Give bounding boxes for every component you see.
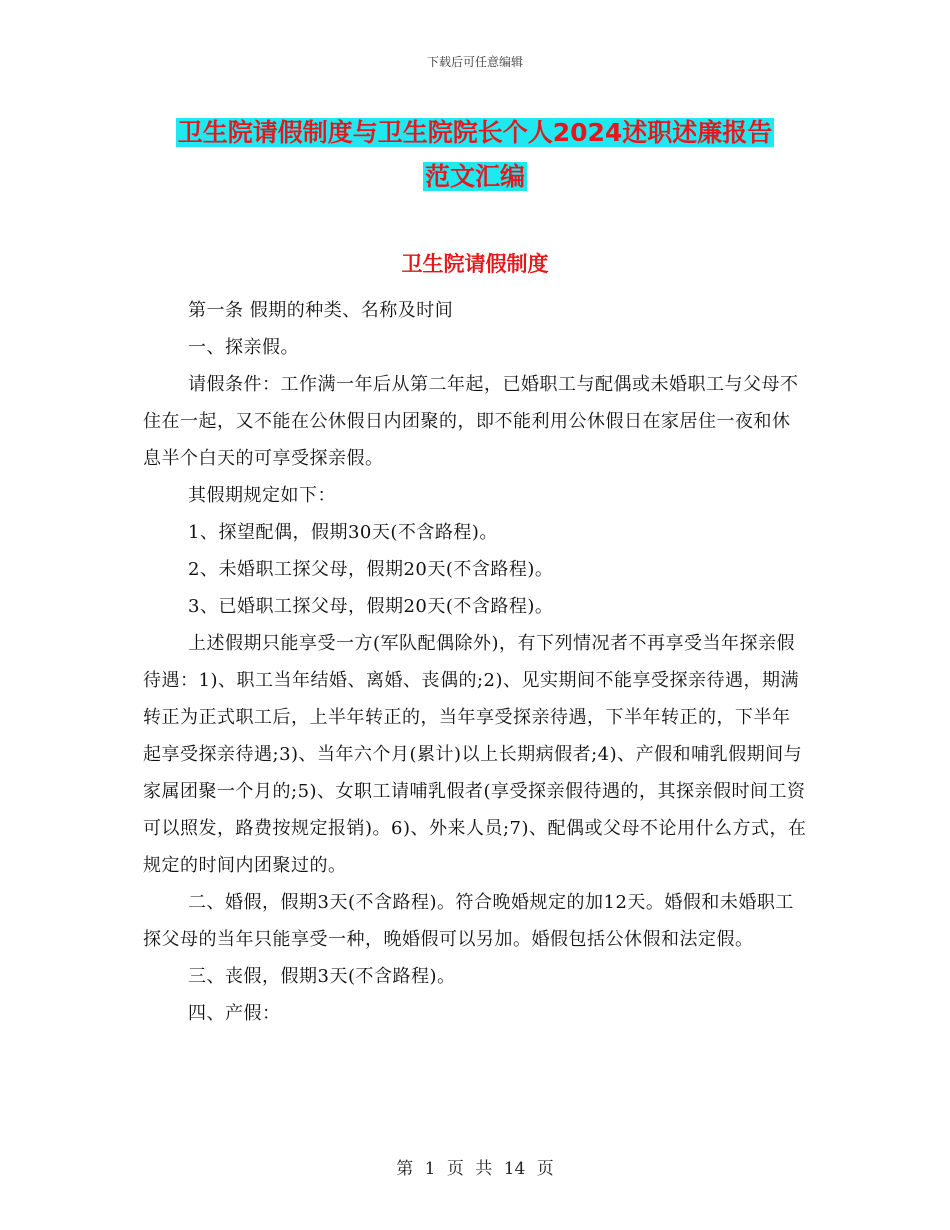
paragraph: 2、未婚职工探父母，假期20天(不含路程)。 — [188, 559, 554, 580]
paragraph: 3、已婚职工探父母，假期20天(不含路程)。 — [188, 596, 554, 617]
paragraph: 其假期规定如下： — [188, 485, 336, 506]
document-title-line-1: 卫生院请假制度与卫生院院长个人2024述职述廉报告 — [177, 118, 773, 147]
paragraph: 请假条件：工作满一年后从第二年起，已婚职工与配偶或未婚职工与父母不住在一起，又不能在公休假日内团聚的，即不能利用公休假日在家居住一夜和休息半个白天的可享受探亲假。 — [143, 374, 799, 469]
paragraph: 1、探望配偶，假期30天(不含路程)。 — [188, 522, 498, 543]
document-title — [140, 111, 810, 199]
paragraph: 三、丧假，假期3天(不含路程)。 — [188, 966, 456, 987]
page-number: 第 1 页 共 14 页 — [396, 1159, 554, 1179]
header-note: 下载后可任意编辑 — [426, 55, 523, 69]
document-title-line-2: 范文汇编 — [424, 162, 525, 191]
document-body — [143, 292, 808, 1032]
paragraph: 第一条 假期的种类、名称及时间 — [188, 300, 454, 321]
paragraph: 二、婚假，假期3天(不含路程)。符合晚婚规定的加12天。婚假和未婚职工探父母的当年只能享受一种，晚婚假可以另加。婚假包括公休假和法定假。 — [143, 892, 794, 950]
paragraph: 上述假期只能享受一方(军队配偶除外)，有下列情况者不再享受当年探亲假待遇：1)、职工当年结婚、离婚、丧偶的;2)、见实期间不能享受探亲待遇，期满转正为正式职工后，上半年转正的，当年享受探亲待遇，下半年转正的，下半年起享受探亲待遇;3)、当年六个月(累计)以上长期病假者;4)、产假和哺乳假期间与家属团聚一个月的;5)、女职工请哺乳假者(享受探亲假待遇的，其探亲假时间工资可以照发，路费按规定报销)。6)、外来人员;7)、配偶或父母不论用什么方式，在规定的时间内团聚过的。 — [143, 633, 807, 876]
section-heading: 卫生院请假制度 — [401, 252, 549, 276]
paragraph: 四、产假： — [188, 1003, 281, 1024]
paragraph: 一、探亲假。 — [188, 337, 299, 358]
